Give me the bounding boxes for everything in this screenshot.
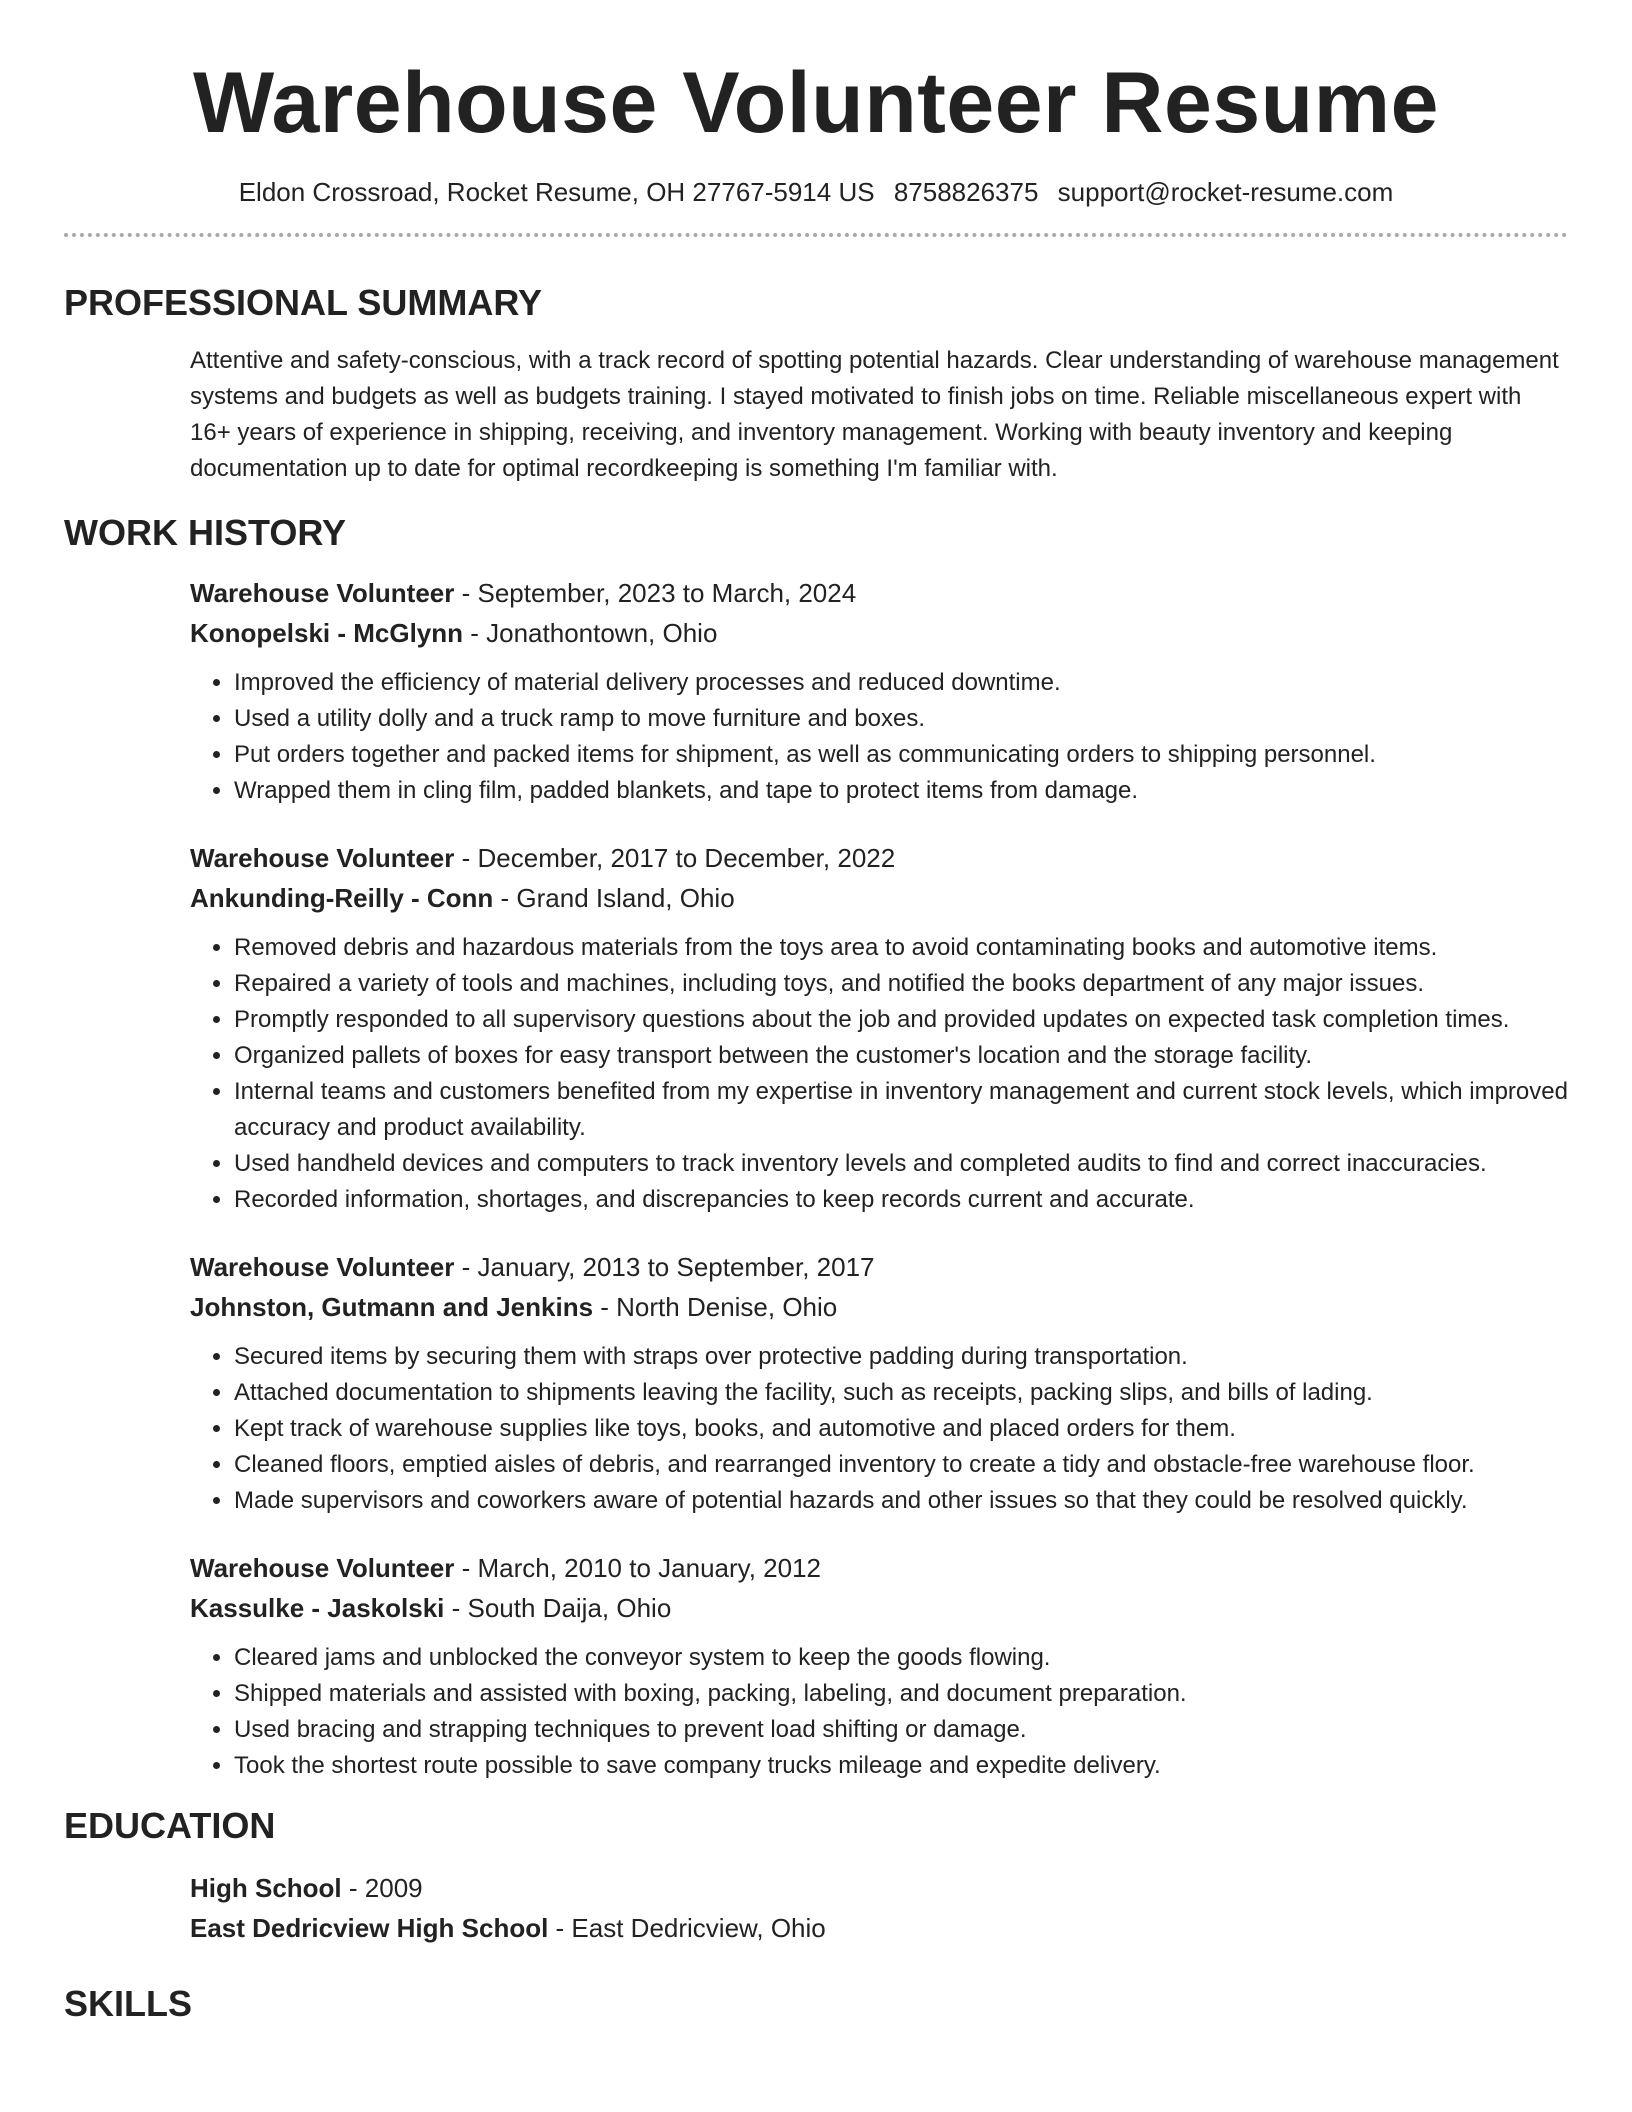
contact-email: support@rocket-resume.com xyxy=(1057,177,1394,207)
job-bullet: • Put orders together and packed items for shipment, as well as communicating orders to shipping personnel. xyxy=(234,737,1568,773)
work-history-section xyxy=(190,575,1568,1784)
job-title: Warehouse Volunteer xyxy=(190,1252,455,1282)
education-school-line xyxy=(190,1910,1568,1946)
education-location: - East Dedricview, Ohio xyxy=(548,1913,826,1943)
contact-phone: 8758826375 xyxy=(893,177,1039,207)
job-entry-1 xyxy=(190,575,1568,809)
job-bullet: • Made supervisors and coworkers aware of potential hazards and other issues so that they could be resolved quickly. xyxy=(234,1483,1568,1519)
education-heading: EDUCATION xyxy=(64,1805,276,1846)
header-divider xyxy=(64,233,1568,237)
job-company-line xyxy=(190,615,1568,651)
job-dates: - March, 2010 to January, 2012 xyxy=(454,1553,822,1583)
job-bullet: • Promptly responded to all supervisory questions about the job and provided updates on expected task completion times. xyxy=(234,1002,1568,1038)
job-bullet: • Used handheld devices and computers to track inventory levels and completed audits to find and correct inaccuracies. xyxy=(234,1146,1568,1182)
job-dates: - December, 2017 to December, 2022 xyxy=(454,843,896,873)
job-bullet: • Organized pallets of boxes for easy transport between the customer's location and the storage facility. xyxy=(234,1038,1568,1074)
resume-page xyxy=(64,0,1568,2040)
job-bullet: • Recorded information, shortages, and discrepancies to keep records current and accurate. xyxy=(234,1182,1568,1218)
job-company: Johnston, Gutmann and Jenkins xyxy=(190,1292,594,1322)
job-title-line xyxy=(190,1249,1568,1285)
job-title: Warehouse Volunteer xyxy=(190,1553,455,1583)
job-bullet: • Improved the efficiency of material delivery processes and reduced downtime. xyxy=(234,665,1568,701)
contact-address: Eldon Crossroad, Rocket Resume, OH 27767-5914 US xyxy=(238,177,875,207)
education-school: East Dedricview High School xyxy=(190,1913,549,1943)
job-bullet: • Used bracing and strapping techniques to prevent load shifting or damage. xyxy=(234,1712,1568,1748)
job-title: Warehouse Volunteer xyxy=(190,578,455,608)
education-degree-line xyxy=(190,1870,1568,1906)
job-company: Ankunding-Reilly - Conn xyxy=(190,883,494,913)
job-company: Kassulke - Jaskolski xyxy=(190,1593,445,1623)
job-title: Warehouse Volunteer xyxy=(190,843,455,873)
job-title-line xyxy=(190,575,1568,611)
education-degree: High School xyxy=(190,1873,342,1903)
job-title-line xyxy=(190,840,1568,876)
job-entry-2 xyxy=(190,840,1568,1218)
job-bullet: • Kept track of warehouse supplies like toys, books, and automotive and placed orders for them. xyxy=(234,1411,1568,1447)
job-entry-4 xyxy=(190,1550,1568,1784)
job-company-line xyxy=(190,1289,1568,1325)
summary-section xyxy=(190,343,1568,487)
resume-title: Warehouse Volunteer Resume xyxy=(193,55,1439,151)
education-year: - 2009 xyxy=(341,1873,423,1903)
skills-heading: SKILLS xyxy=(64,1983,193,2024)
job-location: - Jonathontown, Ohio xyxy=(463,618,718,648)
job-bullet: • Shipped materials and assisted with boxing, packing, labeling, and document preparation. xyxy=(234,1676,1568,1712)
job-company-line xyxy=(190,880,1568,916)
job-bullet: • Attached documentation to shipments leaving the facility, such as receipts, packing slips, and bills of lading. xyxy=(234,1375,1568,1411)
job-title-line xyxy=(190,1550,1568,1586)
job-location: - Grand Island, Ohio xyxy=(493,883,735,913)
education-section xyxy=(190,1870,1568,1946)
job-bullet: • Removed debris and hazardous materials from the toys area to avoid contaminating books and automotive items. xyxy=(234,930,1568,966)
job-bullets xyxy=(190,1640,1568,1784)
job-dates: - September, 2023 to March, 2024 xyxy=(454,578,857,608)
job-bullet: • Internal teams and customers benefited from my expertise in inventory management and current stock levels, which improved accuracy and product availability. xyxy=(234,1074,1568,1146)
summary-heading: PROFESSIONAL SUMMARY xyxy=(64,282,543,323)
job-location: - South Daija, Ohio xyxy=(444,1593,672,1623)
job-bullets xyxy=(190,1339,1568,1519)
work-history-heading: WORK HISTORY xyxy=(64,512,347,553)
job-bullet: • Wrapped them in cling film, padded blankets, and tape to protect items from damage. xyxy=(234,773,1568,809)
job-dates: - January, 2013 to September, 2017 xyxy=(454,1252,875,1282)
job-bullets xyxy=(190,665,1568,809)
job-location: - North Denise, Ohio xyxy=(593,1292,838,1322)
job-bullets xyxy=(190,930,1568,1218)
contact-line xyxy=(64,175,1568,209)
job-company-line xyxy=(190,1590,1568,1626)
summary-text: Attentive and safety-conscious, with a track record of spotting potential hazards. Clear understanding of warehouse management systems and budgets as well as budgets training. I stayed motivated to finish jobs on time. Reliable miscellaneous expert with 16+ years of experience in shipping, receiving, and inventory management. Working with beauty inventory and keeping documentation up to date for optimal recordkeeping is something I'm familiar with. xyxy=(190,347,1559,482)
job-bullet: • Cleaned floors, emptied aisles of debris, and rearranged inventory to create a tidy and obstacle-free warehouse floor. xyxy=(234,1447,1568,1483)
job-entry-3 xyxy=(190,1249,1568,1519)
job-bullet: • Used a utility dolly and a truck ramp to move furniture and boxes. xyxy=(234,701,1568,737)
job-bullet: • Secured items by securing them with straps over protective padding during transportation. xyxy=(234,1339,1568,1375)
job-bullet: • Took the shortest route possible to save company trucks mileage and expedite delivery. xyxy=(234,1748,1568,1784)
job-company: Konopelski - McGlynn xyxy=(190,618,464,648)
job-bullet: • Repaired a variety of tools and machines, including toys, and notified the books department of any major issues. xyxy=(234,966,1568,1002)
job-bullet: • Cleared jams and unblocked the conveyor system to keep the goods flowing. xyxy=(234,1640,1568,1676)
